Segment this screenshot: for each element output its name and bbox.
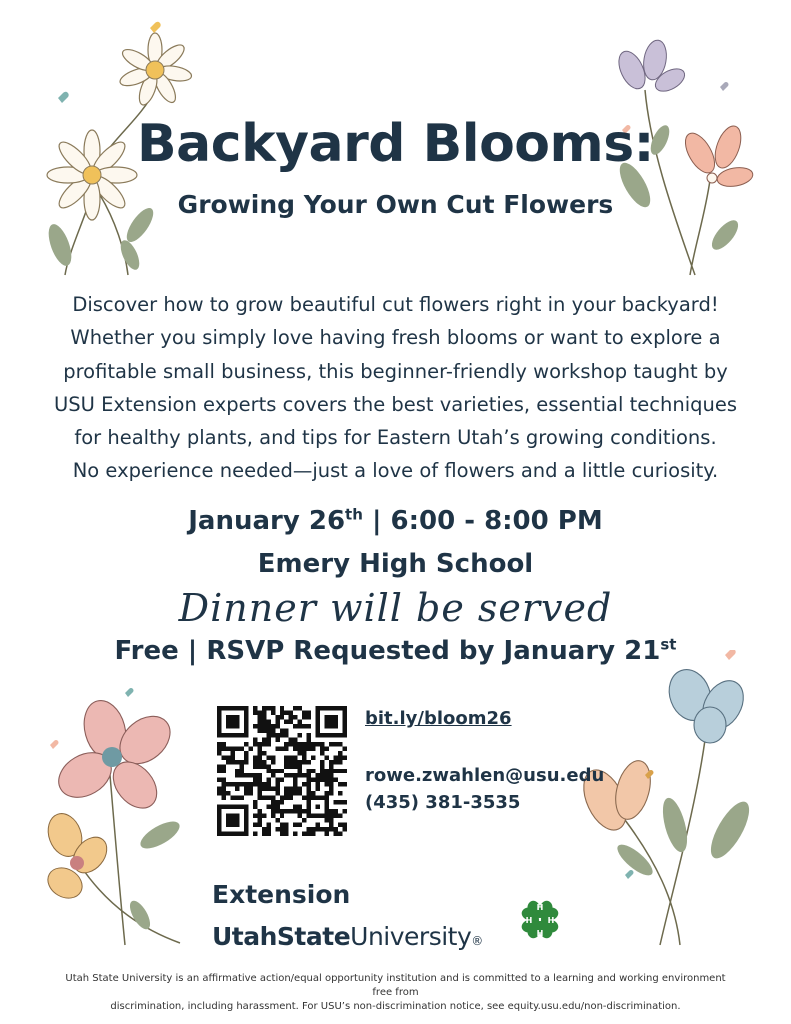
flowers-bottom-right-illustration (565, 650, 760, 950)
event-description (30, 288, 761, 488)
svg-text:H: H (547, 916, 555, 925)
description-line: No experience needed—just a love of flowers and a little curiosity. (72, 459, 719, 483)
footer-line: Utah State University is an affirmative action/equal opportunity institution and is committed to a learning and working environment free from (65, 973, 726, 998)
rsvp-line (0, 636, 791, 666)
usu-logo-regular: University (350, 922, 472, 951)
svg-text:H: H (525, 916, 533, 925)
event-location: Emery High School (257, 549, 534, 579)
usu-logo-bold: UtahState (212, 922, 351, 951)
contact-phone[interactable]: (435) 381-3535 (365, 792, 521, 813)
registered-mark: ® (471, 934, 483, 948)
extension-logo-text: Extension (212, 880, 351, 909)
qr-code[interactable] (217, 706, 347, 836)
page-subtitle: Growing Your Own Cut Flowers (177, 190, 614, 219)
description-line: Discover how to grow beautiful cut flowers right in your backyard! (72, 293, 719, 316)
description-line: profitable small business, this beginner-friendly workshop taught by (63, 359, 728, 383)
description-line: Whether you simply love having fresh blooms or want to explore a (70, 326, 721, 350)
event-date-time (0, 506, 791, 536)
svg-text:H: H (536, 903, 544, 912)
event-date: January 26 (188, 506, 346, 536)
flowers-bottom-left-illustration (40, 685, 210, 950)
footer-notice (60, 972, 731, 1014)
date-ordinal: th (345, 505, 363, 524)
rsvp-text: Free | RSVP Requested by January 21 (114, 636, 661, 666)
dinner-note: Dinner will be served (178, 586, 613, 630)
4-h-clover-icon (515, 895, 565, 945)
contact-email[interactable]: rowe.zwahlen@usu.edu (365, 765, 605, 786)
description-line: USU Extension experts covers the best varieties, essential techniques (53, 392, 737, 416)
footer-line: discrimination, including harassment. For USU’s non-discrimination notice, see equity.usu.edu/non-discrimination. (110, 1001, 681, 1012)
rsvp-ordinal: st (660, 635, 677, 654)
description-line: for healthy plants, and tips for Eastern Utah’s growing conditions. (74, 426, 717, 450)
page-title: Backyard Blooms: (137, 114, 654, 174)
usu-logo (212, 922, 483, 951)
event-time: | 6:00 - 8:00 PM (362, 506, 603, 536)
rsvp-link[interactable]: bit.ly/bloom26 (365, 708, 512, 729)
svg-text:H: H (536, 929, 544, 938)
